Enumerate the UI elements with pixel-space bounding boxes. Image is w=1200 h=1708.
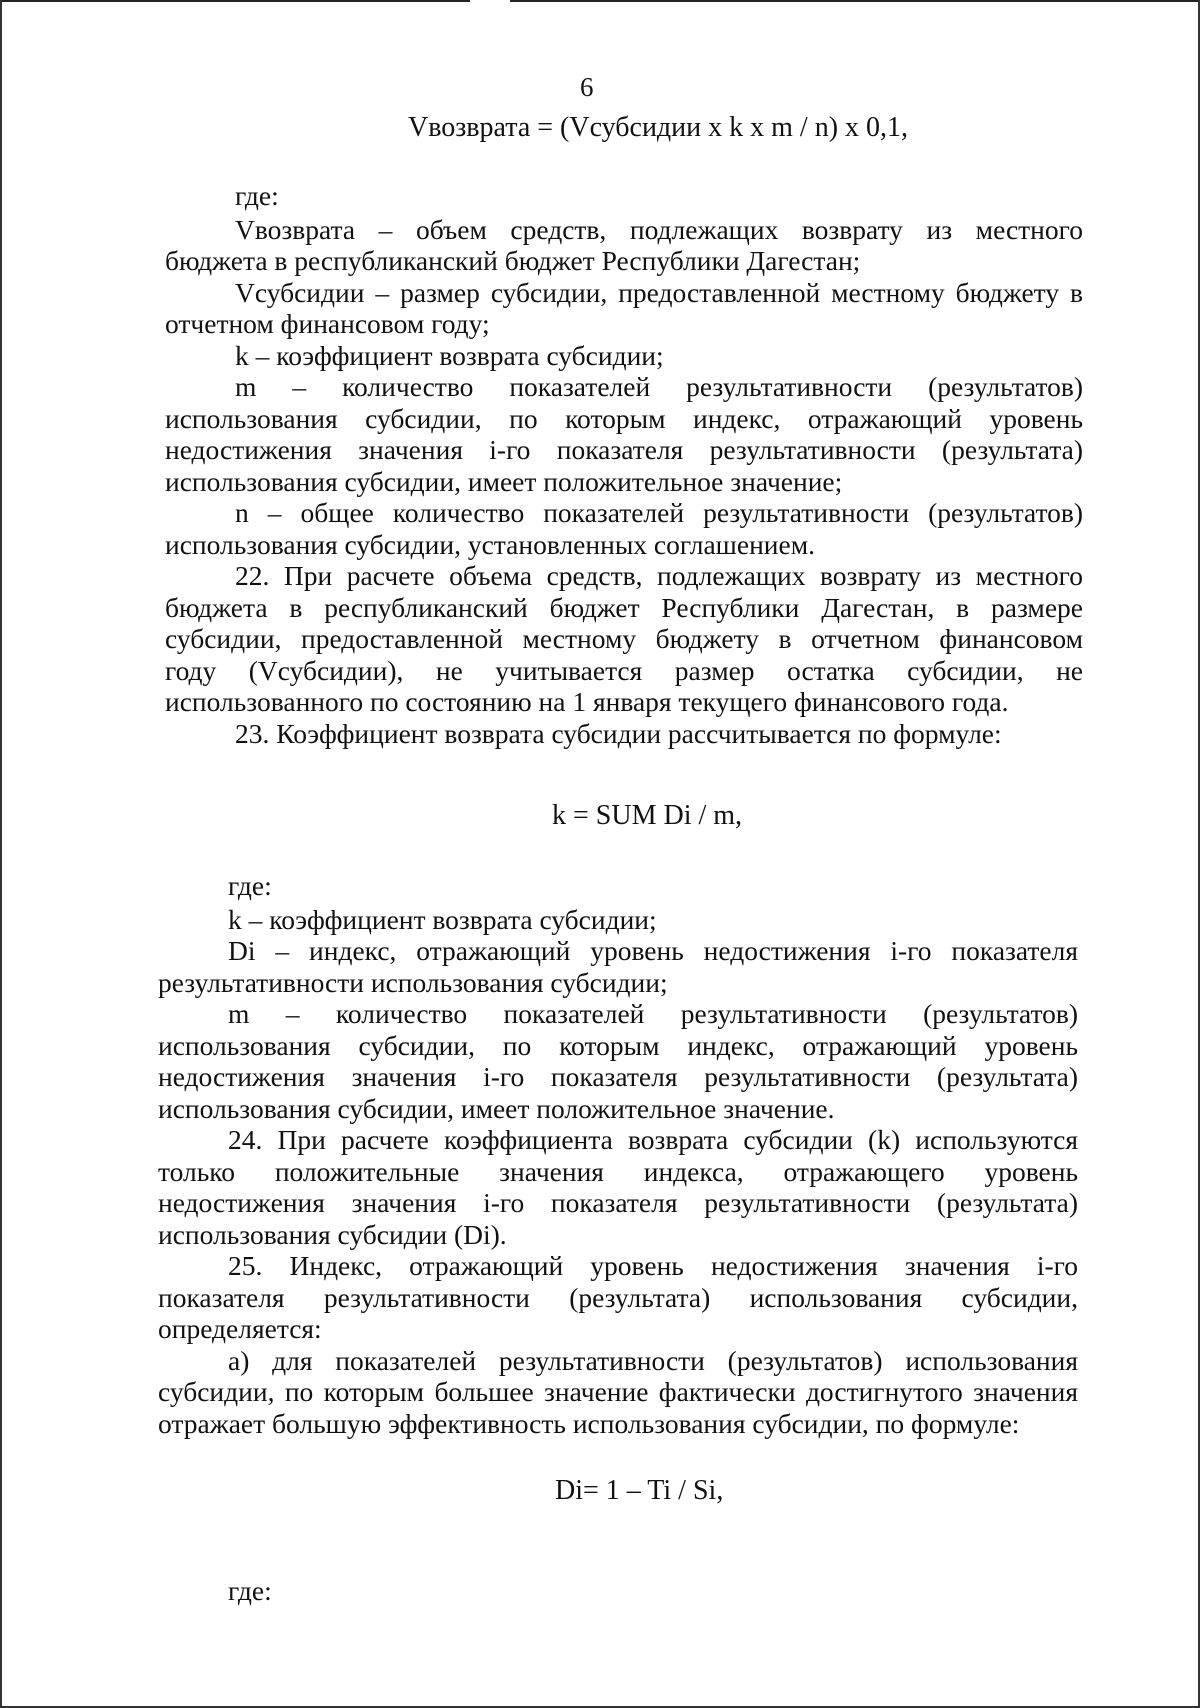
text-block-1 [165, 180, 1083, 749]
paragraph-line: субсидии, по которым большее значение фактически достигнутого значения [158, 1376, 1078, 1407]
where-label: где: [235, 180, 279, 211]
where-label: где: [228, 870, 272, 901]
paragraph-line: бюджета в республиканский бюджет Республики Дагестан; [165, 245, 861, 276]
paragraph-line: Vвозврата – объем средств, подлежащих возврату из местного [235, 213, 1083, 245]
paragraph-line: 24. При расчете коэффициента возврата субсидии (k) используются [228, 1124, 1078, 1155]
paragraph-line: 22. При расчете объема средств, подлежащих возврату из местного [235, 560, 1083, 591]
where-label-final: где: [228, 1575, 272, 1606]
text-block-2 [158, 870, 1078, 1439]
paragraph-line: m – количество показателей результативности (результатов) [235, 371, 1083, 402]
paragraph-line: определяется: [158, 1313, 322, 1344]
paragraph-line: отражает большую эффективность использования субсидии, по формуле: [158, 1407, 1020, 1439]
paragraph-line: недостижения значения i-го показателя результативности (результата) [158, 1187, 1078, 1218]
paragraph-line: использования субсидии, установленных соглашением. [165, 528, 815, 560]
paragraph-line: использованного по состоянию на 1 января текущего финансового года. [165, 686, 1009, 717]
paragraph-line: только положительные значения индекса, отражающего уровень [158, 1155, 1078, 1187]
formula-index: Di= 1 – Ti / Si, [555, 1475, 724, 1506]
paragraph-line: отчетном финансовом году; [165, 308, 490, 339]
scan-top-border-gap [470, 0, 510, 3]
paragraph-line: 25. Индекс, отражающий уровень недостижения значения i-го [228, 1250, 1078, 1281]
paragraph-line: недостижения значения i-го показателя результативности (результата) [165, 434, 1083, 465]
scan-left-border [0, 0, 2, 1708]
paragraph-line: n – общее количество показателей результативности (результатов) [235, 497, 1083, 528]
formula-coefficient: k = SUM Di / m, [552, 800, 743, 831]
paragraph-line: использования субсидии, по которым индекс, отражающий уровень [158, 1029, 1078, 1061]
formula-return-volume: Vвозврата = (Vсубсидии x k x m / n) x 0,1, [408, 112, 909, 143]
paragraph-line: бюджета в республиканский бюджет Республики Дагестан, в размере [165, 591, 1083, 623]
paragraph-line: 23. Коэффициент возврата субсидии рассчитывается по формуле: [235, 717, 1002, 749]
paragraph-line: показателя результативности (результата) использования субсидии, [158, 1281, 1078, 1313]
paragraph-line: использования субсидии (Di). [158, 1218, 507, 1250]
paragraph-line: результативности использования субсидии; [158, 966, 668, 998]
paragraph-line: Di – индекс, отражающий уровень недостижения i-го показателя [228, 935, 1078, 966]
paragraph-line: использования субсидии, по которым индекс, отражающий уровень [165, 402, 1083, 434]
paragraph-line: использования субсидии, имеет положительное значение. [158, 1092, 835, 1124]
paragraph-line: использования субсидии, имеет положительное значение; [165, 465, 843, 497]
scan-top-border [0, 0, 1200, 2]
paragraph-line: k – коэффициент возврата субсидии; [228, 903, 657, 935]
paragraph-line: году (Vсубсидии), не учитывается размер остатка субсидии, не [165, 654, 1083, 686]
paragraph-line: субсидии, предоставленной местному бюджету в отчетном финансовом [165, 623, 1083, 654]
paragraph-line: а) для показателей результативности (результатов) использования [228, 1344, 1078, 1376]
paragraph-line: Vсубсидии – размер субсидии, предоставленной местному бюджету в [235, 276, 1083, 308]
paragraph-line: m – количество показателей результативности (результатов) [228, 998, 1078, 1029]
paragraph-line: недостижения значения i-го показателя результативности (результата) [158, 1061, 1078, 1092]
page-number: 6 [580, 72, 594, 102]
paragraph-line: k – коэффициент возврата субсидии; [235, 339, 664, 371]
